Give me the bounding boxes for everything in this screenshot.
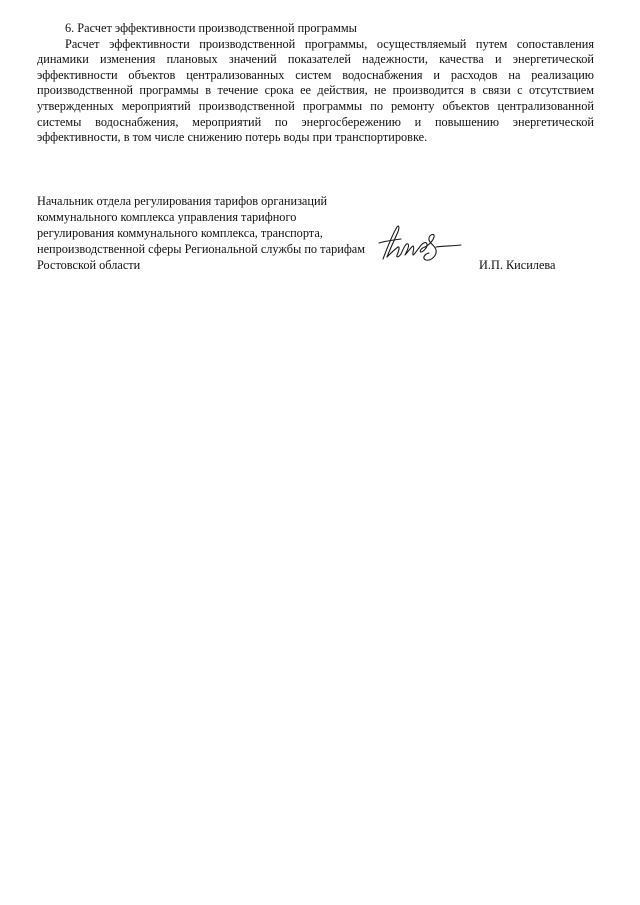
section-body-paragraph: Расчет эффективности производственной программы, осуществляемый путем сопоставления динамики изменения плановых значений показателей надежности, качества и энергетической эффективности объектов централизованных систем водоснабжения и расходов на реализацию производственной программы в течение срока ее действия, не производится в связи с отсутствием утвержденных мероприятий производственной программы по ремонту объектов централизованной системы водоснабжения, мероприятий по энергосбережению и повышению энергетической эффективности, в том числе снижению потерь воды при транспортировке.	[37, 36, 594, 145]
signature-block	[37, 193, 597, 273]
signatory-title: Начальник отдела регулирования тарифов организаций коммунального комплекса управления тарифного регулирования коммунального комплекса, транспорта, непроизводственной сферы Региональной службы по тарифам Ростовской области	[37, 194, 366, 272]
handwritten-signature	[373, 219, 465, 267]
efficiency-section	[37, 21, 594, 146]
signatory-name: И.П. Кисилева	[479, 258, 556, 272]
section-heading: 6. Расчет эффективности производственной программы	[65, 21, 357, 35]
